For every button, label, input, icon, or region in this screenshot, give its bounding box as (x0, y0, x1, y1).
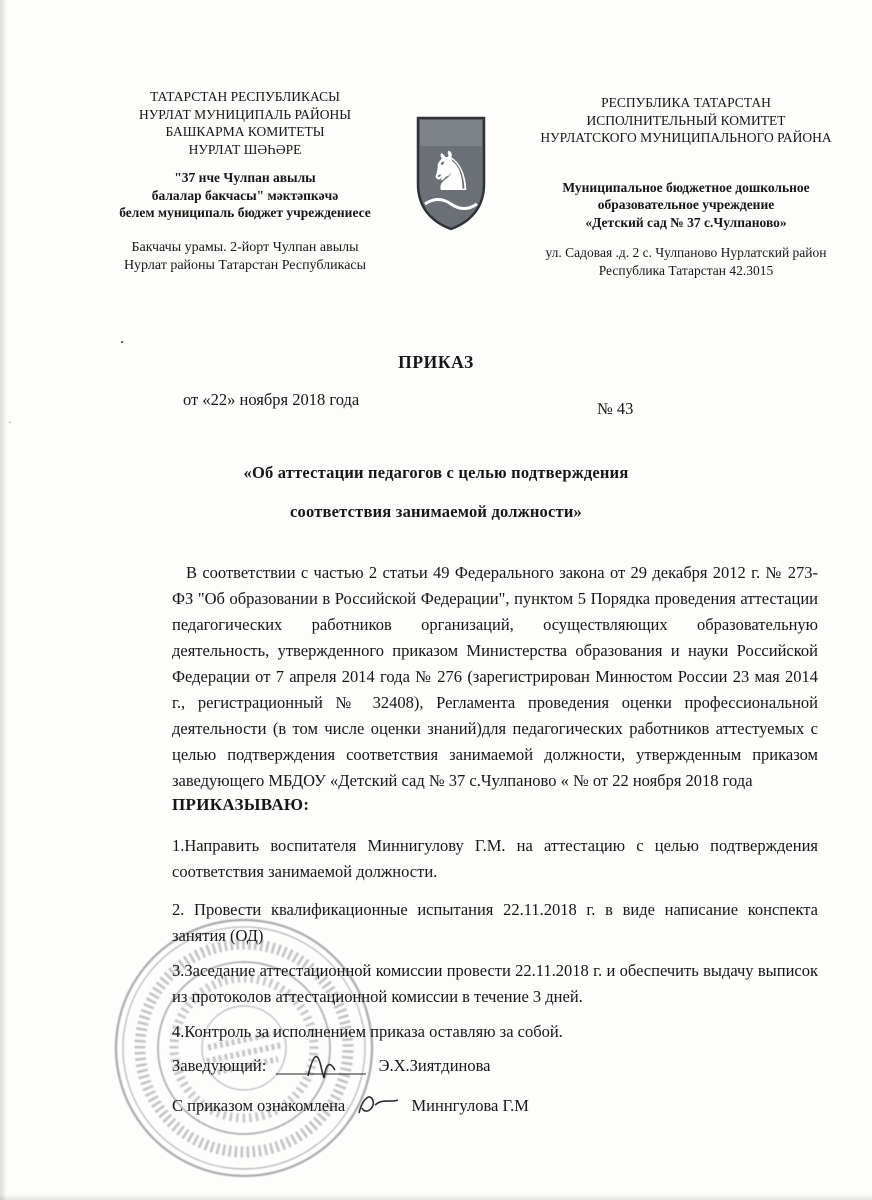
order-subject-line-1: «Об аттестации педагогов с целью подтверждения (243, 463, 629, 482)
org-name-tatar (78, 88, 412, 158)
order-preamble: В соответствии с частью 2 статьи 49 Федерального закона от 29 декабря 2012 г. № 273-ФЗ "Об образовании в Российской Федерации", пунктом 5 Порядка проведения аттестации педагогических работников организаций, осуществляющих образовательную деятельность, утвержденного приказом Министерства образования и науки Российской Федерации от 7 апреля 2014 года № 276 (зарегистрирован Минюстом России 23 мая 2014 г., регистрационный № 32408), Регламента проведения оценки профессиональной деятельности (в том числе оценки знаний)для педагогических работников аттестуемых с целью подтверждения соответствия занимаемой должности, утвержденным приказом заведующего МБДОУ «Детский сад № 37 с.Чулпаново « № от 22 ноября 2018 года (172, 563, 818, 790)
institution-line: «Детский сад № 37 с.Чулпаново» (585, 214, 787, 230)
svg-text:♞: ♞ (426, 140, 476, 203)
org-line: НУРЛАТСКОГО МУНИЦИПАЛЬНОГО РАЙОНА (540, 130, 832, 146)
address-line: Бакчачы урамы. 2-йорт Чулпан авылы (131, 239, 359, 255)
letterhead-left (78, 88, 412, 275)
resolve-word: ПРИКАЗЫВАЮ: (172, 795, 310, 814)
signature-name: Миннгулова Г.М (411, 1096, 529, 1115)
org-line: БАШКАРМА КОМИТЕТЫ (165, 124, 325, 140)
org-line: ИСПОЛНИТЕЛЬНЫЙ КОМИТЕТ (586, 112, 786, 128)
order-date: от «22» ноября 2018 года (183, 390, 360, 409)
signature-label: С приказом ознакомлена (172, 1096, 346, 1115)
institution-line: белем муниципаль бюджет учреждениесе (119, 205, 371, 221)
address-russian (516, 244, 856, 279)
scan-edge (0, 1194, 872, 1200)
order-number: № 43 (597, 399, 634, 418)
shield-horse-icon (410, 112, 492, 234)
org-line: РЕСПУБЛИКА ТАТАРСТАН (601, 95, 771, 110)
signature-label: Заведующий: (172, 1056, 267, 1075)
institution-line: Муниципальное бюджетное дошкольное (562, 179, 810, 195)
order-item-2: 2. Провести квалификационные испытания 22.11.2018 г. в виде написание конспекта занятия (ОД) (172, 900, 818, 945)
order-title: ПРИКАЗ (398, 352, 474, 372)
order-item-1: 1.Направить воспитателя Миннигулову Г.М. на аттестацию с целью подтверждения соответствия занимаемой должности. (172, 836, 818, 881)
scan-artifact-dot: . (120, 330, 124, 347)
scan-edge (0, 0, 7, 1200)
address-tatar (78, 239, 412, 275)
order-item-3: 3.Заседание аттестационной комиссии провести 22.11.2018 г. и обеспечить выдачу выписок из протоколов аттестационной комиссии в течение 3 дней. (172, 961, 818, 1006)
signature-row-director (172, 1049, 491, 1086)
coat-of-arms-emblem (410, 112, 492, 234)
org-line: ТАТАРСТАН РЕСПУБЛИКАСЫ (150, 89, 340, 104)
signature-row-acknowledged (172, 1091, 529, 1126)
address-line: Нурлат районы Татарстан Республикасы (123, 258, 367, 274)
institution-line: "37 нче Чулпан авылы (174, 170, 316, 186)
signature-handwriting-icon (353, 1091, 403, 1126)
institution-line: балалар бакчасы" мәктәпкәчә (151, 187, 339, 203)
letterhead-right (516, 94, 856, 279)
institution-name-tatar (78, 169, 412, 222)
org-name-russian (516, 94, 856, 147)
order-item-4: 4.Контроль за исполнением приказа оставляю за собой. (172, 1022, 563, 1041)
org-line: НУРЛАТ МУНИЦИПАЛЬ РАЙОНЫ (138, 106, 352, 122)
institution-name-russian (516, 179, 856, 232)
org-line: НУРЛАТ ШӘҺӘРЕ (188, 141, 302, 157)
signature-name: Э.Х.Зиятдинова (378, 1056, 491, 1075)
signature-handwriting-icon (274, 1049, 370, 1086)
order-subject-line-2: соответствия занимаемой должности» (290, 502, 582, 521)
address-line: Республика Татарстан 42.3015 (598, 262, 774, 278)
scan-artifact-dot: · (8, 415, 12, 429)
institution-line: образовательное учреждение (597, 197, 775, 213)
address-line: ул. Садовая .д. 2 с. Чулпаново Нурлатский район (545, 245, 827, 261)
